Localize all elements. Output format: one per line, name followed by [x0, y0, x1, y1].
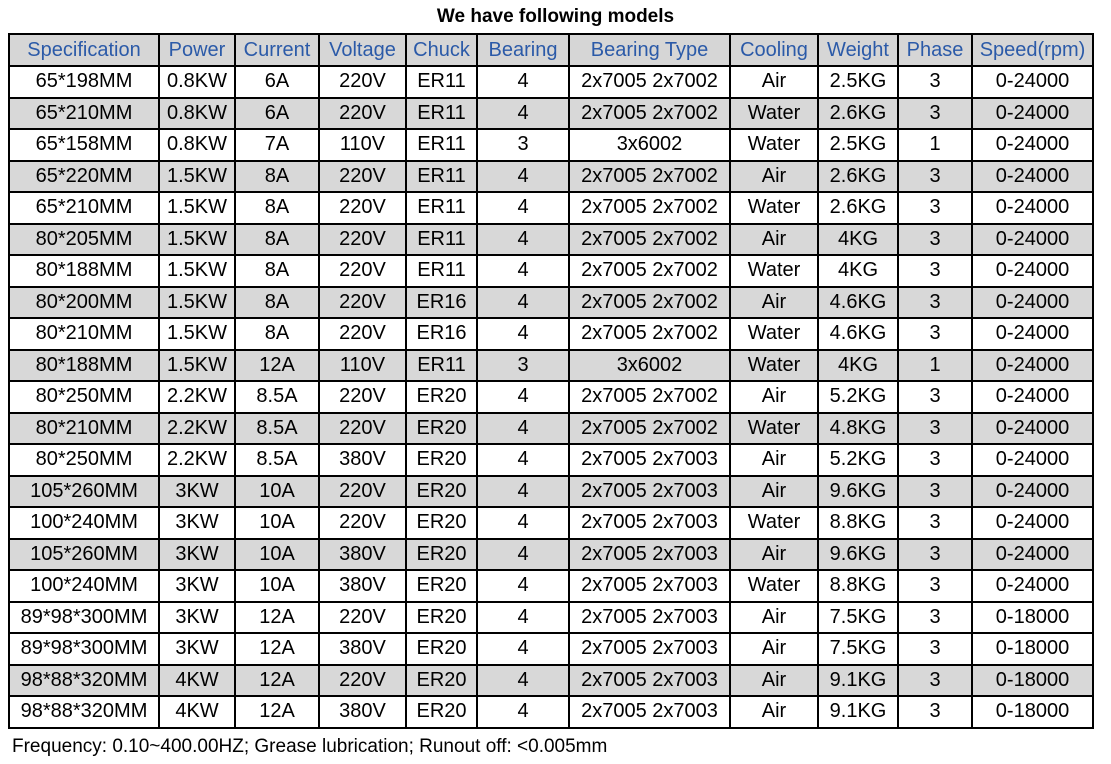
cell-bearing: 4: [477, 696, 569, 728]
cell-phase: 3: [898, 602, 972, 634]
cell-current: 12A: [235, 665, 319, 697]
cell-power: 3KW: [159, 602, 235, 634]
cell-voltage: 220V: [319, 476, 406, 508]
cell-specification: 105*260MM: [9, 476, 159, 508]
cell-voltage: 220V: [319, 507, 406, 539]
cell-voltage: 220V: [319, 224, 406, 256]
cell-voltage: 110V: [319, 350, 406, 382]
cell-speed: 0-24000: [972, 539, 1093, 571]
cell-weight: 2.5KG: [818, 129, 898, 161]
footer-note: Frequency: 0.10~400.00HZ; Grease lubrication; Runout off: <0.005mm: [12, 736, 608, 757]
cell-power: 1.5KW: [159, 192, 235, 224]
cell-weight: 8.8KG: [818, 570, 898, 602]
cell-voltage: 380V: [319, 539, 406, 571]
cell-current: 8A: [235, 192, 319, 224]
cell-current: 10A: [235, 539, 319, 571]
cell-cooling: Water: [730, 255, 818, 287]
cell-weight: 2.6KG: [818, 192, 898, 224]
cell-phase: 3: [898, 570, 972, 602]
cell-cooling: Water: [730, 413, 818, 445]
cell-chuck: ER20: [406, 381, 477, 413]
cell-current: 8.5A: [235, 381, 319, 413]
cell-bearing-type: 2x7005 2x7003: [569, 444, 730, 476]
cell-phase: 3: [898, 413, 972, 445]
cell-current: 12A: [235, 696, 319, 728]
cell-chuck: ER20: [406, 539, 477, 571]
cell-cooling: Water: [730, 350, 818, 382]
table-row: [9, 507, 1093, 539]
cell-bearing: 4: [477, 602, 569, 634]
cell-current: 7A: [235, 129, 319, 161]
cell-bearing: 4: [477, 255, 569, 287]
cell-current: 12A: [235, 633, 319, 665]
cell-voltage: 220V: [319, 381, 406, 413]
cell-bearing: 4: [477, 287, 569, 319]
cell-speed: 0-24000: [972, 444, 1093, 476]
cell-phase: 1: [898, 350, 972, 382]
cell-cooling: Air: [730, 665, 818, 697]
table-row: [9, 539, 1093, 571]
cell-specification: 80*210MM: [9, 413, 159, 445]
cell-voltage: 220V: [319, 66, 406, 98]
cell-speed: 0-18000: [972, 696, 1093, 728]
cell-bearing: 4: [477, 192, 569, 224]
cell-bearing: 4: [477, 539, 569, 571]
cell-bearing-type: 2x7005 2x7003: [569, 696, 730, 728]
cell-cooling: Air: [730, 602, 818, 634]
table-body: [9, 66, 1093, 728]
cell-bearing: 4: [477, 66, 569, 98]
cell-bearing: 4: [477, 665, 569, 697]
cell-voltage: 220V: [319, 413, 406, 445]
cell-speed: 0-24000: [972, 413, 1093, 445]
table-row: [9, 413, 1093, 445]
cell-weight: 2.6KG: [818, 98, 898, 130]
cell-bearing-type: 2x7005 2x7002: [569, 413, 730, 445]
cell-cooling: Air: [730, 287, 818, 319]
cell-chuck: ER11: [406, 192, 477, 224]
cell-speed: 0-24000: [972, 255, 1093, 287]
cell-cooling: Water: [730, 507, 818, 539]
cell-weight: 7.5KG: [818, 602, 898, 634]
table-row: [9, 602, 1093, 634]
cell-specification: 80*250MM: [9, 381, 159, 413]
cell-chuck: ER20: [406, 602, 477, 634]
cell-power: 4KW: [159, 665, 235, 697]
table-row: [9, 129, 1093, 161]
cell-power: 0.8KW: [159, 129, 235, 161]
cell-chuck: ER20: [406, 570, 477, 602]
table-row: [9, 476, 1093, 508]
cell-phase: 3: [898, 476, 972, 508]
column-header-speed: Speed(rpm): [972, 34, 1093, 66]
cell-chuck: ER11: [406, 98, 477, 130]
table-row: [9, 192, 1093, 224]
cell-phase: 3: [898, 444, 972, 476]
cell-bearing-type: 2x7005 2x7002: [569, 98, 730, 130]
cell-speed: 0-24000: [972, 507, 1093, 539]
cell-current: 6A: [235, 66, 319, 98]
cell-speed: 0-24000: [972, 476, 1093, 508]
cell-chuck: ER11: [406, 350, 477, 382]
cell-bearing: 4: [477, 98, 569, 130]
cell-specification: 65*210MM: [9, 192, 159, 224]
cell-bearing-type: 2x7005 2x7003: [569, 476, 730, 508]
cell-specification: 80*200MM: [9, 287, 159, 319]
cell-voltage: 380V: [319, 633, 406, 665]
cell-cooling: Water: [730, 98, 818, 130]
cell-chuck: ER20: [406, 476, 477, 508]
cell-specification: 65*220MM: [9, 161, 159, 193]
table-row: [9, 570, 1093, 602]
cell-bearing-type: 3x6002: [569, 350, 730, 382]
cell-power: 3KW: [159, 633, 235, 665]
cell-voltage: 220V: [319, 602, 406, 634]
cell-phase: 3: [898, 224, 972, 256]
column-header-phase: Phase: [898, 34, 972, 66]
cell-current: 8.5A: [235, 444, 319, 476]
cell-chuck: ER16: [406, 287, 477, 319]
cell-bearing: 4: [477, 444, 569, 476]
column-header-bearing-type: Bearing Type: [569, 34, 730, 66]
cell-speed: 0-24000: [972, 129, 1093, 161]
cell-voltage: 220V: [319, 255, 406, 287]
cell-weight: 9.1KG: [818, 665, 898, 697]
cell-power: 1.5KW: [159, 318, 235, 350]
column-header-current: Current: [235, 34, 319, 66]
cell-weight: 7.5KG: [818, 633, 898, 665]
cell-current: 8A: [235, 255, 319, 287]
cell-bearing-type: 3x6002: [569, 129, 730, 161]
cell-current: 8A: [235, 224, 319, 256]
cell-bearing-type: 2x7005 2x7002: [569, 255, 730, 287]
cell-speed: 0-24000: [972, 161, 1093, 193]
cell-chuck: ER11: [406, 66, 477, 98]
cell-cooling: Air: [730, 161, 818, 193]
cell-cooling: Air: [730, 66, 818, 98]
cell-bearing-type: 2x7005 2x7003: [569, 570, 730, 602]
cell-speed: 0-24000: [972, 192, 1093, 224]
cell-current: 8A: [235, 161, 319, 193]
cell-specification: 98*88*320MM: [9, 665, 159, 697]
cell-bearing-type: 2x7005 2x7002: [569, 287, 730, 319]
column-header-cooling: Cooling: [730, 34, 818, 66]
cell-chuck: ER20: [406, 665, 477, 697]
cell-power: 2.2KW: [159, 381, 235, 413]
cell-current: 10A: [235, 507, 319, 539]
cell-chuck: ER11: [406, 255, 477, 287]
cell-bearing: 4: [477, 507, 569, 539]
cell-power: 0.8KW: [159, 98, 235, 130]
cell-cooling: Water: [730, 318, 818, 350]
cell-power: 1.5KW: [159, 287, 235, 319]
column-header-voltage: Voltage: [319, 34, 406, 66]
table-row: [9, 318, 1093, 350]
cell-weight: 4KG: [818, 255, 898, 287]
cell-cooling: Air: [730, 444, 818, 476]
table-row: [9, 287, 1093, 319]
table-row: [9, 350, 1093, 382]
cell-weight: 4KG: [818, 350, 898, 382]
cell-voltage: 220V: [319, 665, 406, 697]
column-header-weight: Weight: [818, 34, 898, 66]
cell-specification: 80*188MM: [9, 350, 159, 382]
cell-bearing: 4: [477, 633, 569, 665]
cell-specification: 80*250MM: [9, 444, 159, 476]
cell-chuck: ER11: [406, 224, 477, 256]
cell-cooling: Air: [730, 633, 818, 665]
cell-weight: 4.6KG: [818, 287, 898, 319]
table-row: [9, 161, 1093, 193]
cell-weight: 5.2KG: [818, 444, 898, 476]
cell-phase: 3: [898, 161, 972, 193]
cell-chuck: ER16: [406, 318, 477, 350]
cell-specification: 65*210MM: [9, 98, 159, 130]
cell-speed: 0-18000: [972, 665, 1093, 697]
cell-cooling: Air: [730, 381, 818, 413]
cell-specification: 105*260MM: [9, 539, 159, 571]
table-row: [9, 665, 1093, 697]
cell-weight: 4KG: [818, 224, 898, 256]
cell-bearing: 4: [477, 161, 569, 193]
cell-bearing-type: 2x7005 2x7003: [569, 602, 730, 634]
cell-chuck: ER11: [406, 129, 477, 161]
cell-specification: 89*98*300MM: [9, 633, 159, 665]
cell-cooling: Water: [730, 192, 818, 224]
cell-current: 12A: [235, 350, 319, 382]
cell-phase: 3: [898, 696, 972, 728]
cell-current: 6A: [235, 98, 319, 130]
cell-current: 8.5A: [235, 413, 319, 445]
cell-voltage: 380V: [319, 570, 406, 602]
cell-specification: 100*240MM: [9, 570, 159, 602]
cell-bearing: 4: [477, 381, 569, 413]
cell-power: 3KW: [159, 507, 235, 539]
cell-speed: 0-24000: [972, 287, 1093, 319]
cell-power: 1.5KW: [159, 161, 235, 193]
cell-bearing-type: 2x7005 2x7002: [569, 224, 730, 256]
cell-cooling: Water: [730, 570, 818, 602]
cell-bearing-type: 2x7005 2x7003: [569, 507, 730, 539]
cell-specification: 65*158MM: [9, 129, 159, 161]
cell-weight: 9.6KG: [818, 539, 898, 571]
cell-phase: 3: [898, 192, 972, 224]
table-row: [9, 224, 1093, 256]
cell-specification: 80*210MM: [9, 318, 159, 350]
cell-cooling: Air: [730, 539, 818, 571]
cell-bearing: 4: [477, 224, 569, 256]
cell-speed: 0-18000: [972, 633, 1093, 665]
cell-weight: 2.6KG: [818, 161, 898, 193]
cell-phase: 3: [898, 66, 972, 98]
cell-voltage: 220V: [319, 318, 406, 350]
cell-chuck: ER20: [406, 696, 477, 728]
cell-chuck: ER11: [406, 161, 477, 193]
cell-phase: 3: [898, 507, 972, 539]
cell-speed: 0-24000: [972, 66, 1093, 98]
cell-bearing-type: 2x7005 2x7002: [569, 192, 730, 224]
cell-phase: 3: [898, 381, 972, 413]
cell-specification: 100*240MM: [9, 507, 159, 539]
cell-power: 4KW: [159, 696, 235, 728]
cell-speed: 0-24000: [972, 98, 1093, 130]
cell-speed: 0-24000: [972, 381, 1093, 413]
column-header-power: Power: [159, 34, 235, 66]
column-header-specification: Specification: [9, 34, 159, 66]
cell-bearing-type: 2x7005 2x7003: [569, 539, 730, 571]
cell-power: 3KW: [159, 570, 235, 602]
cell-voltage: 220V: [319, 287, 406, 319]
cell-bearing: 4: [477, 318, 569, 350]
cell-bearing: 4: [477, 413, 569, 445]
cell-power: 3KW: [159, 539, 235, 571]
cell-bearing: 3: [477, 129, 569, 161]
cell-power: 1.5KW: [159, 255, 235, 287]
cell-voltage: 380V: [319, 696, 406, 728]
cell-bearing-type: 2x7005 2x7002: [569, 381, 730, 413]
cell-bearing-type: 2x7005 2x7003: [569, 633, 730, 665]
cell-cooling: Air: [730, 224, 818, 256]
cell-phase: 3: [898, 665, 972, 697]
cell-weight: 4.6KG: [818, 318, 898, 350]
cell-cooling: Air: [730, 696, 818, 728]
table-row: [9, 255, 1093, 287]
cell-weight: 5.2KG: [818, 381, 898, 413]
table-row: [9, 633, 1093, 665]
table-row: [9, 381, 1093, 413]
cell-specification: 80*188MM: [9, 255, 159, 287]
cell-chuck: ER20: [406, 633, 477, 665]
cell-weight: 8.8KG: [818, 507, 898, 539]
cell-power: 2.2KW: [159, 413, 235, 445]
cell-voltage: 220V: [319, 192, 406, 224]
models-table: [8, 33, 1094, 729]
cell-voltage: 110V: [319, 129, 406, 161]
cell-current: 10A: [235, 570, 319, 602]
cell-current: 10A: [235, 476, 319, 508]
cell-phase: 3: [898, 287, 972, 319]
cell-specification: 65*198MM: [9, 66, 159, 98]
cell-bearing-type: 2x7005 2x7002: [569, 318, 730, 350]
cell-specification: 98*88*320MM: [9, 696, 159, 728]
cell-specification: 80*205MM: [9, 224, 159, 256]
cell-phase: 3: [898, 255, 972, 287]
table-row: [9, 98, 1093, 130]
cell-power: 0.8KW: [159, 66, 235, 98]
cell-power: 1.5KW: [159, 224, 235, 256]
cell-cooling: Water: [730, 129, 818, 161]
cell-phase: 3: [898, 318, 972, 350]
cell-bearing-type: 2x7005 2x7002: [569, 66, 730, 98]
column-header-chuck: Chuck: [406, 34, 477, 66]
cell-bearing: 4: [477, 476, 569, 508]
column-header-bearing: Bearing: [477, 34, 569, 66]
cell-chuck: ER20: [406, 444, 477, 476]
cell-phase: 3: [898, 539, 972, 571]
cell-current: 8A: [235, 318, 319, 350]
cell-specification: 89*98*300MM: [9, 602, 159, 634]
table-row: [9, 696, 1093, 728]
cell-phase: 3: [898, 98, 972, 130]
cell-power: 3KW: [159, 476, 235, 508]
cell-bearing-type: 2x7005 2x7003: [569, 665, 730, 697]
cell-phase: 1: [898, 129, 972, 161]
cell-speed: 0-24000: [972, 224, 1093, 256]
cell-current: 12A: [235, 602, 319, 634]
cell-bearing: 3: [477, 350, 569, 382]
cell-speed: 0-24000: [972, 570, 1093, 602]
cell-chuck: ER20: [406, 413, 477, 445]
cell-current: 8A: [235, 287, 319, 319]
cell-power: 1.5KW: [159, 350, 235, 382]
table-row: [9, 444, 1093, 476]
cell-bearing-type: 2x7005 2x7002: [569, 161, 730, 193]
cell-weight: 9.6KG: [818, 476, 898, 508]
cell-voltage: 380V: [319, 444, 406, 476]
cell-chuck: ER20: [406, 507, 477, 539]
cell-bearing: 4: [477, 570, 569, 602]
cell-speed: 0-24000: [972, 350, 1093, 382]
page-title: We have following models: [436, 6, 675, 27]
cell-voltage: 220V: [319, 98, 406, 130]
cell-weight: 2.5KG: [818, 66, 898, 98]
cell-weight: 4.8KG: [818, 413, 898, 445]
cell-power: 2.2KW: [159, 444, 235, 476]
cell-phase: 3: [898, 633, 972, 665]
cell-speed: 0-18000: [972, 602, 1093, 634]
table-row: [9, 66, 1093, 98]
cell-voltage: 220V: [319, 161, 406, 193]
cell-speed: 0-24000: [972, 318, 1093, 350]
cell-weight: 9.1KG: [818, 696, 898, 728]
header-row: [9, 34, 1093, 66]
cell-cooling: Air: [730, 476, 818, 508]
